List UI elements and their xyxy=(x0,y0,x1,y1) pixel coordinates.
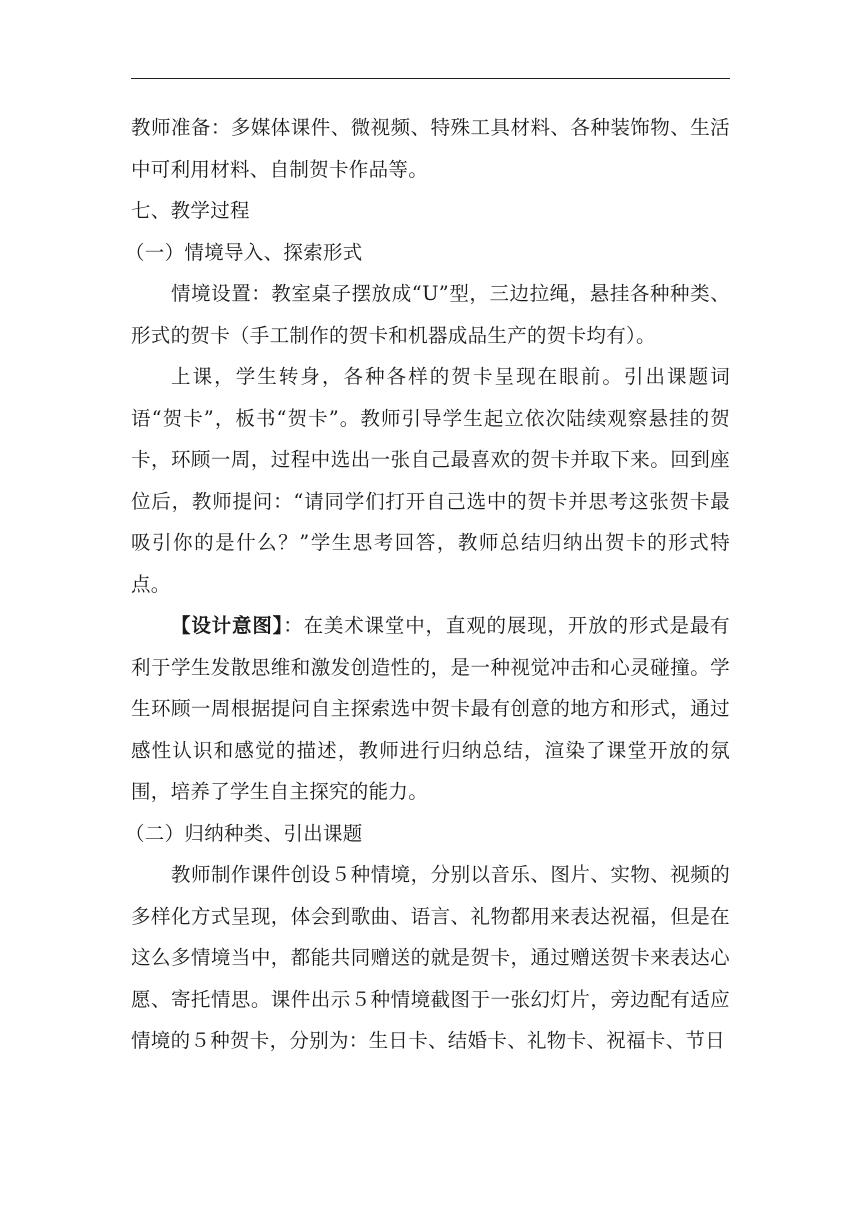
design-intent-label: 【设计意图】 xyxy=(171,614,284,637)
paragraph-class-start: 上课，学生转身，各种各样的贺卡呈现在眼前。引出课题词语“贺卡”，板书“贺卡”。教师引导学生起立依次陆续观察悬挂的贺卡，环顾一周，过程中选出一张自己最喜欢的贺卡并取下来。回到座位后，教师提问：“请同学们打开自己选中的贺卡并思考这张贺卡最吸引你的是什么？”学生思考回答，教师总结归纳出贺卡的形式特点。 xyxy=(131,365,730,596)
header-rule xyxy=(131,78,730,79)
subsection-heading-part-two: （二）归纳种类、引出课题 xyxy=(125,821,363,845)
paragraph-teacher-prep: 教师准备：多媒体课件、微视频、特殊工具材料、各种装饰物、生活中可利用材料、自制贺卡作品等。 xyxy=(131,116,730,181)
paragraph-scene-setup: 情境设置：教室桌子摆放成“U”型，三边拉绳，悬挂各种种类、形式的贺卡（手工制作的贺卡和机器成品生产的贺卡均有）。 xyxy=(131,282,730,347)
document-body xyxy=(125,107,730,1062)
design-intent-text: ：在美术课堂中，直观的展现，开放的形式是最有利于学生发散思维和激发创造性的，是一种视觉冲击和心灵碰撞。学生环顾一周根据提问自主探索选中贺卡最有创意的地方和形式，通过感性认识和感觉的描述，教师进行归纳总结，渲染了课堂开放的氛围，培养了学生自主探究的能力。 xyxy=(131,614,730,803)
section-heading-teaching-process: 七、教学过程 xyxy=(131,199,250,222)
subsection-heading-part-one: （一）情境导入、探索形式 xyxy=(125,240,363,264)
paragraph-design-intent xyxy=(131,605,730,813)
paragraph-courseware: 教师制作课件创设５种情境，分别以音乐、图片、实物、视频的多样化方式呈现，体会到歌曲、语言、礼物都用来表达祝福，但是在这么多情境当中，都能共同赠送的就是贺卡，通过赠送贺卡来表达心愿、寄托情思。课件出示５种情境截图于一张幻灯片，旁边配有适应情境的５种贺卡，分别为：生日卡、结婚卡、礼物卡、祝福卡、节日 xyxy=(131,863,730,1052)
